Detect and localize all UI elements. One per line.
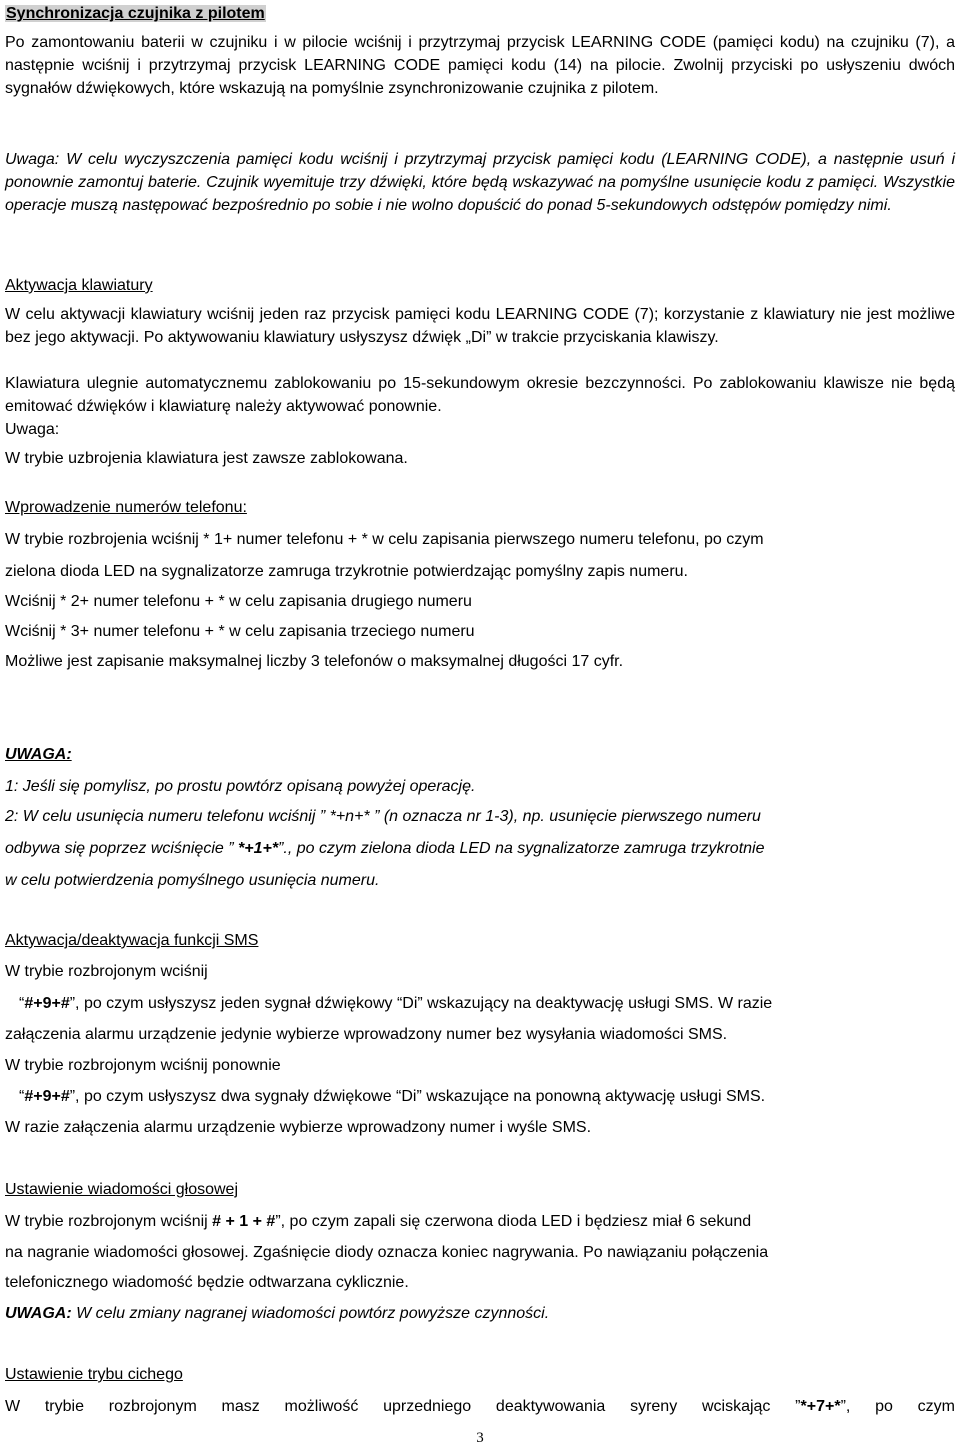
warning-item-2-line-2 xyxy=(5,838,955,861)
voice-instruction-line-3: telefonicznego wiadomość będzie odtwarzana cyklicznie. xyxy=(5,1274,409,1291)
section-voice-title-line xyxy=(5,1179,955,1202)
keypad-note-label: Uwaga: xyxy=(5,421,60,438)
page-number: 3 xyxy=(476,1430,484,1446)
sms-deactivate-line-2: załączenia alarmu urządzenie jedynie wybierze wprowadzony numer bez wysyłania wiadomości SMS. xyxy=(5,1026,728,1043)
voice-code: # + 1 + # xyxy=(212,1213,276,1230)
voice-note xyxy=(5,1303,955,1326)
section-sms-title-line xyxy=(5,930,955,953)
phone-second-number: Wciśnij * 2+ numer telefonu + * w celu zapisania drugiego numeru xyxy=(5,593,472,610)
voice-text-part: ”, po czym zapali się czerwona dioda LED i będziesz miał 6 sekund xyxy=(275,1213,752,1230)
section-title-voice: Ustawienie wiadomości głosowej xyxy=(5,1181,238,1198)
voice-note-label: UWAGA: xyxy=(5,1305,72,1322)
voice-note-text: W celu zmiany nagranej wiadomości powtórz powyższe czynności. xyxy=(71,1305,550,1322)
quote-mark: “ xyxy=(19,1088,25,1105)
sms-text-part: ”, po czym usłyszysz jeden sygnał dźwiękowy “Di” wskazujący na deaktywację usługi SMS. W razie xyxy=(69,995,773,1012)
phone-instruction-line-2: zielona dioda LED na sygnalizatorze zamruga trzykrotnie potwierdzając pomyślny zapis numeru. xyxy=(5,563,688,580)
warning-text-part: ”., po czym zielona dioda LED na sygnalizatorze zamruga trzykrotnie xyxy=(278,840,765,857)
section-title-sync: Synchronizacja czujnika z pilotem xyxy=(6,5,265,22)
voice-instruction-line-2: na nagranie wiadomości głosowej. Zgaśnięcie diody oznacza koniec nagrywania. Po nawiązaniu połączenia xyxy=(5,1244,769,1261)
sms-code: #+9+# xyxy=(24,995,70,1012)
section-title-silent: Ustawienie trybu cichego xyxy=(5,1366,183,1383)
warning-item-2-line-1: 2: W celu usunięcia numeru telefonu wciśnij ” *+n+* ” (n oznacza nr 1-3), np. usunięcie pierwszego numeru xyxy=(5,808,761,825)
silent-text-part: ”, po czym xyxy=(840,1398,955,1415)
warning-title: UWAGA: xyxy=(5,746,72,763)
section-title-keypad: Aktywacja klawiatury xyxy=(5,277,153,294)
sms-deactivate-line xyxy=(5,993,955,1016)
sms-text-part: ”, po czym usłyszysz dwa sygnały dźwiękowe “Di” wskazujące na ponowną aktywację usługi SMS. xyxy=(69,1088,766,1105)
phone-limit-info: Możliwe jest zapisanie maksymalnej liczby 3 telefonów o maksymalnej długości 17 cyfr. xyxy=(5,653,624,670)
section-keypad-title-line xyxy=(5,275,955,298)
delete-code: *+1+* xyxy=(238,840,279,857)
keypad-note-text: W trybie uzbrojenia klawiatura jest zawsze zablokowana. xyxy=(5,450,408,467)
section-phone-title-line xyxy=(5,497,955,520)
voice-instruction-line-1 xyxy=(5,1211,955,1234)
sms-activate-line-2: W razie załączenia alarmu urządzenie wybierze wprowadzony numer i wyśle SMS. xyxy=(5,1119,592,1136)
section-sync-title-line xyxy=(5,3,955,26)
sms-instruction-1: W trybie rozbrojonym wciśnij xyxy=(5,963,208,980)
warning-text-part: odbywa się poprzez wciśnięcie ” xyxy=(5,840,238,857)
warning-title-line xyxy=(5,744,955,767)
silent-code: *+7+* xyxy=(800,1398,841,1415)
section-title-phone-numbers: Wprowadzenie numerów telefonu: xyxy=(5,499,247,516)
sms-activate-line xyxy=(5,1086,955,1109)
silent-text-part: W trybie rozbrojonym masz możliwość uprzedniego deaktywowania syreny wciskając ” xyxy=(5,1398,801,1415)
voice-text-part: W trybie rozbrojonym wciśnij xyxy=(5,1213,213,1230)
paragraph-keypad-activation: W celu aktywacji klawiatury wciśnij jeden raz przycisk pamięci kodu LEARNING CODE (7); korzystanie z klawiatury nie jest możliwe bez jego aktywacji. Po aktywowaniu klawiatury usłyszysz dźwięk „Di” w trakcie przyciskania klawiszy. xyxy=(5,306,955,346)
section-silent-title-line xyxy=(5,1364,955,1387)
phone-instruction-line-1: W trybie rozbrojenia wciśnij * 1+ numer telefonu + * w celu zapisania pierwszego numeru telefonu, po czym xyxy=(5,531,764,548)
paragraph-sync-instructions: Po zamontowaniu baterii w czujniku i w pilocie wciśnij i przytrzymaj przycisk LEARNING CODE (pamięci kodu) na czujniku (7), a następnie wciśnij i przytrzymaj przycisk LEARNING CODE pamięci kodu (14) na pilocie. Zwolnij przyciski po usłyszeniu dwóch sygnałów dźwiękowych, które wskazują na pomyślnie zsynchronizowanie czujnika z pilotem. xyxy=(5,34,955,97)
phone-third-number: Wciśnij * 3+ numer telefonu + * w celu zapisania trzeciego numeru xyxy=(5,623,475,640)
sms-code: #+9+# xyxy=(24,1088,70,1105)
silent-instruction xyxy=(5,1396,955,1419)
sms-instruction-2: W trybie rozbrojonym wciśnij ponownie xyxy=(5,1057,281,1074)
warning-item-1: 1: Jeśli się pomylisz, po prostu powtórz opisaną powyżej operację. xyxy=(5,778,476,795)
warning-item-2-line-3: w celu potwierdzenia pomyślnego usunięcia numeru. xyxy=(5,872,380,889)
paragraph-keypad-lock: Klawiatura ulegnie automatycznemu zablokowaniu po 15-sekundowym okresie bezczynności. Po zablokowaniu klawisze nie będą emitować dźwięków i klawiaturę należy aktywować ponownie. xyxy=(5,375,955,415)
quote-mark: “ xyxy=(19,995,25,1012)
paragraph-sync-note: Uwaga: W celu wyczyszczenia pamięci kodu wciśnij i przytrzymaj przycisk pamięci kodu (LEARNING CODE), a następnie usuń i ponownie zamontuj baterie. Czujnik wyemituje trzy dźwięki, które będą wskazywać na pomyślne usunięcie kodu z pamięci. Wszystkie operacje muszą następować bezpośrednio po sobie i nie wolno dopuścić do ponad 5-sekundowych odstępów pomiędzy nimi. xyxy=(5,151,955,214)
section-title-sms: Aktywacja/deaktywacja funkcji SMS xyxy=(5,932,259,949)
